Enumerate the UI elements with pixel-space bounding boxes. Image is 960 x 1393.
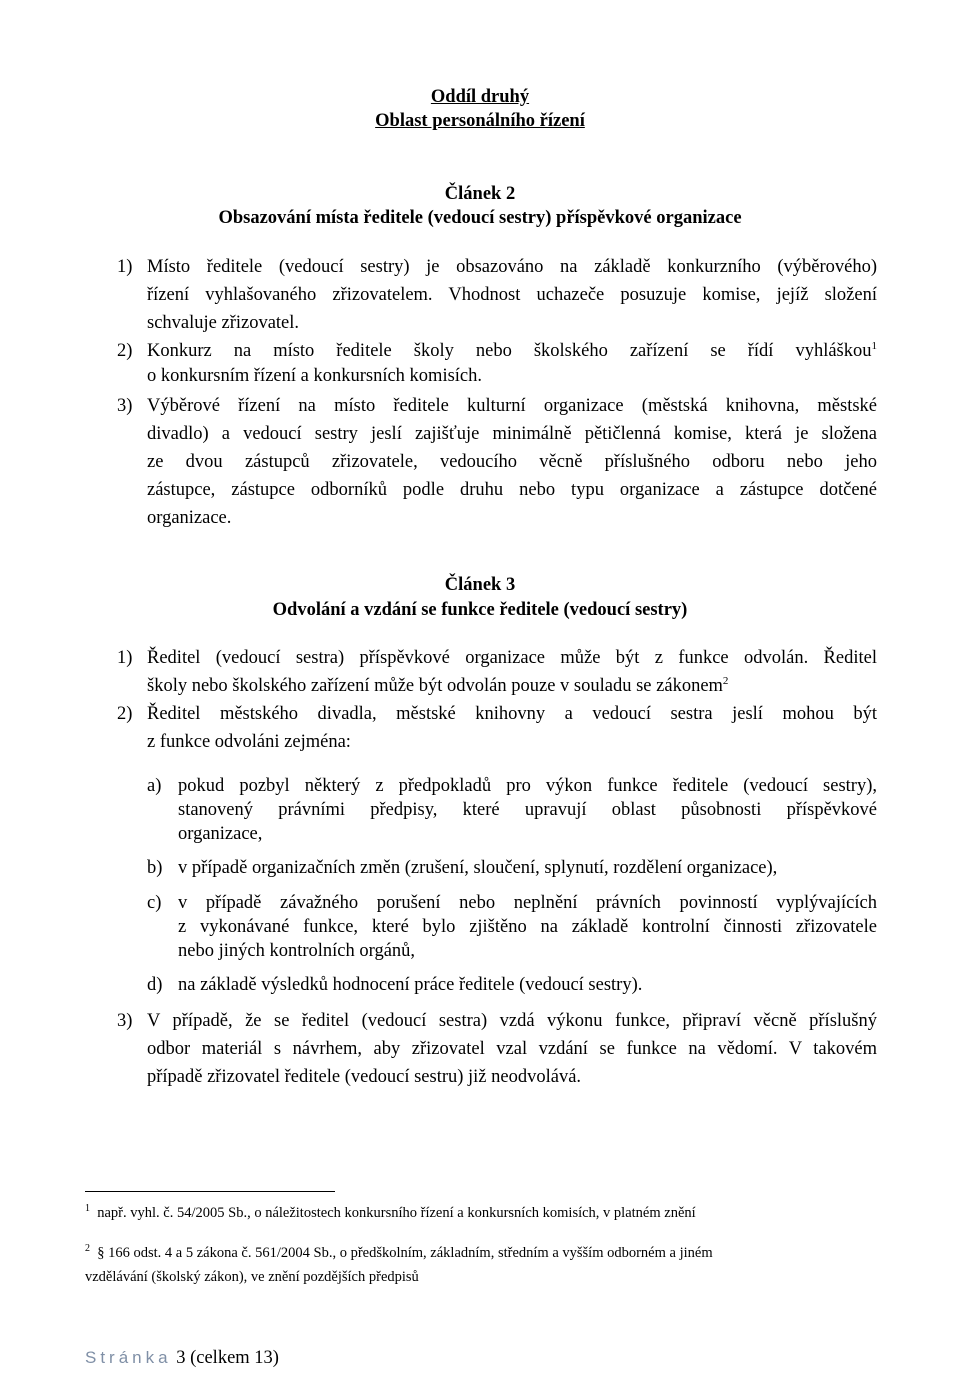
a3-p2-line1: Ředitel městského divadla, městské knihovny a vedoucí sestra jeslí mohou být (147, 704, 877, 724)
a2-p3-line5: organizace. (147, 508, 232, 528)
footnote-2-line2: vzdělávání (školský zákon), ve znění pozdějších předpisů (85, 1269, 419, 1285)
article-2-title: Článek 2 (444, 184, 516, 204)
item-c-line2: z vykonávané funkce, které bylo zjištěno na základě kontrolní činnosti zřizovatele (178, 917, 877, 937)
item-b-label: b) (147, 858, 163, 878)
item-a-line3: organizace, (178, 824, 263, 844)
footer-label: Stránka (85, 1348, 172, 1367)
item-c-line1: v případě závažného porušení nebo neplnění právních povinností vyplývajících (178, 893, 877, 913)
footer-page-number: 3 (176, 1348, 186, 1368)
a3-p1-line2 (147, 674, 728, 698)
article-3-subtitle: Odvolání a vzdání se funkce ředitele (vedoucí sestry) (272, 600, 688, 620)
a2-p2-line2: o konkursním řízení a konkursních komisích. (147, 366, 483, 386)
item-c-label: c) (147, 893, 162, 913)
item-a-line2: stanovený právními předpisy, které upravují oblast působnosti příspěvkové (178, 800, 877, 820)
footnote-ref-2: 2 (722, 675, 729, 687)
item-d-label: d) (147, 975, 163, 995)
footnote-1-text: např. vyhl. č. 54/2005 Sb., o náležitostech konkursního řízení a konkursních komisích, v platném znění (97, 1205, 696, 1221)
a2-p1-number: 1) (117, 257, 133, 277)
footnote-2-mark: 2 (85, 1243, 90, 1254)
section-heading: Oddíl druhý (430, 87, 530, 107)
item-c-line3: nebo jiných kontrolních orgánů, (178, 941, 416, 961)
footnote-1-mark: 1 (85, 1203, 90, 1214)
a3-p3-line1: V případě, že se ředitel (vedoucí sestra) vzdá výkonu funkce, připraví věcně příslušný (147, 1011, 877, 1031)
a2-p3-line4: zástupce, zástupce odborníků podle druhu nebo typu organizace a zástupce dotčené (147, 480, 877, 500)
a2-p1-line2: řízení vyhlašovaného zřizovatelem. Vhodnost uchazeče posuzuje komise, jejíž složení (147, 285, 877, 305)
a3-p3-line3: případě zřizovatel ředitele (vedoucí sestru) již neodvolává. (147, 1067, 582, 1087)
footnote-2-text: § 166 odst. 4 a 5 zákona č. 561/2004 Sb., o předškolním, základním, středním a vyšším odborném a jiném (97, 1245, 713, 1261)
a3-p1-number: 1) (117, 648, 133, 668)
a2-p2-line1 (147, 339, 877, 363)
a2-p1-line3: schvaluje zřizovatel. (147, 313, 300, 333)
footnote-1 (85, 1203, 696, 1223)
a2-p3-line3: ze dvou zástupců zřizovatele, vedoucího věcně příslušného odboru nebo jeho (147, 452, 877, 472)
a3-p3-line2: odbor materiál s návrhem, aby zřizovatel vzal vzdání se funkce na vědomí. V takovém (147, 1039, 877, 1059)
a2-p1-line1: Místo ředitele (vedoucí sestry) je obsazováno na základě konkurzního (výběrového) (147, 257, 877, 277)
a2-p3-number: 3) (117, 396, 133, 416)
item-a-label: a) (147, 776, 162, 796)
article-3-title: Článek 3 (444, 575, 516, 595)
footnote-separator (85, 1191, 335, 1192)
item-a-line1: pokud pozbyl některý z předpokladů pro výkon funkce ředitele (vedoucí sestry), (178, 776, 877, 796)
a3-p1-line1: Ředitel (vedoucí sestra) příspěvkové organizace může být z funkce odvolán. Ředitel (147, 648, 877, 668)
footnote-2 (85, 1243, 713, 1263)
article-2-subtitle: Obsazování místa ředitele (vedoucí sestry) příspěvkové organizace (218, 208, 742, 228)
item-d-line1: na základě výsledků hodnocení práce ředitele (vedoucí sestry). (178, 975, 643, 995)
footer-page-total: (celkem 13) (190, 1348, 279, 1368)
footnote-ref-1: 1 (871, 340, 877, 352)
section-subheading: Oblast personálního řízení (375, 111, 585, 131)
a2-p3-line2: divadlo) a vedoucí sestry jeslí zajišťuje minimálně pětičlenná komise, která je složena (147, 424, 877, 444)
a2-p2-line1-text: Konkurz na místo ředitele školy nebo školského zařízení se řídí vyhláškou (147, 341, 872, 361)
a3-p3-number: 3) (117, 1011, 133, 1031)
item-b-line1: v případě organizačních změn (zrušení, sloučení, splynutí, rozdělení organizace), (178, 858, 778, 878)
a3-p2-number: 2) (117, 704, 133, 724)
a3-p2-line2: z funkce odvoláni zejména: (147, 732, 351, 752)
page-footer (85, 1346, 279, 1370)
a2-p3-line1: Výběrové řízení na místo ředitele kulturní organizace (městská knihovna, městské (147, 396, 877, 416)
a3-p1-line2-text: školy nebo školského zařízení může být odvolán pouze v souladu se zákonem (147, 676, 723, 696)
a2-p2-number: 2) (117, 341, 133, 361)
